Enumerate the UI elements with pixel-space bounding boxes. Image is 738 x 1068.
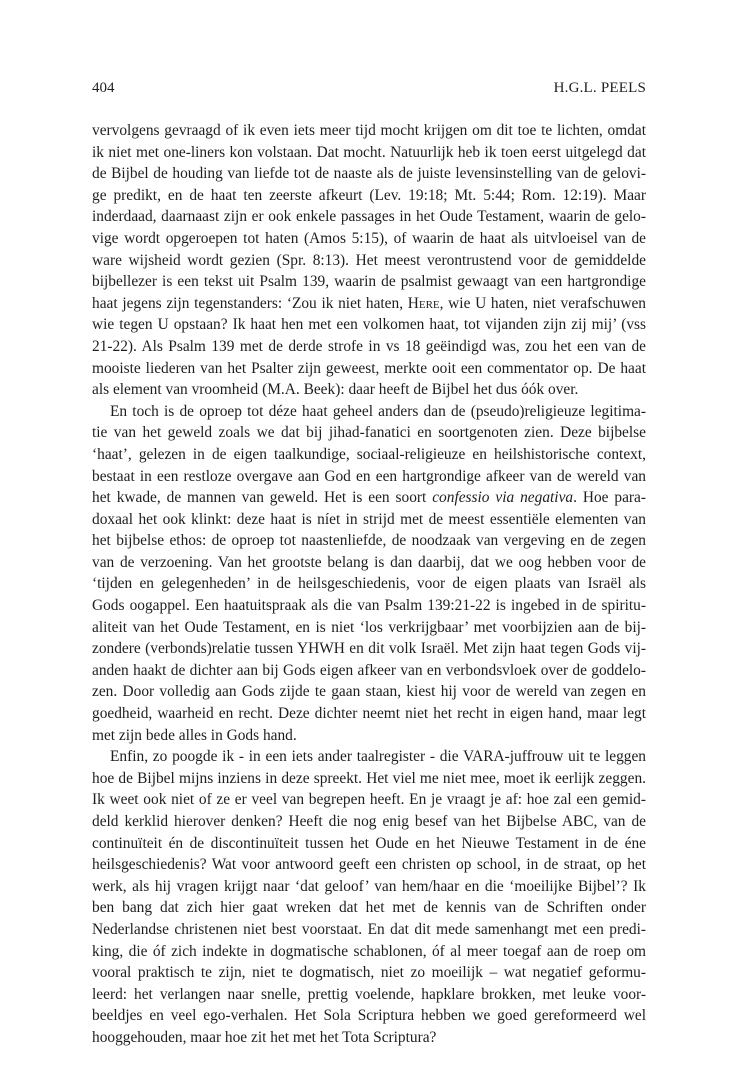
text-line: Enfin, zo poogde ik - in een iets ander taalregister - die VARA-juffrouw uit te leggen <box>110 748 646 766</box>
text-line: leerd: het verlangen naar snelle, prettig voelende, hapklare brokken, met leuke voor- <box>92 985 646 1003</box>
text-line: ik niet met one-liners kon volstaan. Dat mocht. Natuurlijk heb ik toen eerst uitgelegd dat <box>92 143 646 161</box>
text-line: heilsgeschiedenis? Wat voor antwoord geeft een christen op school, in de straat, op het <box>92 856 646 874</box>
text-line: vervolgens gevraagd of ik even iets meer tijd mocht krijgen om dit toe te lichten, omdat <box>92 122 646 139</box>
text-line: vige wordt opgeroepen tot haten (Amos 5:15), of waarin de haat als uitvloeisel van de <box>92 229 646 247</box>
text-line: Ik weet ook niet of ze er veel van begrepen heeft. En je vraagt je af: hoe zal een gemid- <box>92 791 646 809</box>
text-line: king, die óf zich indekte in dogmatische schablonen, óf al meer toegaf aan de roep om <box>92 942 646 960</box>
text-line: inderdaad, daarnaast zijn er ook enkele passages in het Oude Testament, waarin de gelo- <box>92 208 646 226</box>
text-line: continuïteit én de discontinuïteit tussen het Oude en het Nieuwe Testament in de éne <box>92 834 646 852</box>
text-segment: het kwade, de mannen van geweld. Het is een soort <box>92 489 433 507</box>
text-line: aliteit van het Oude Testament, en is niet ‘los verkrijgbaar’ met voorbijzien aan de bij- <box>92 618 646 636</box>
text-line: ben bang dat zich hier gaat wreken dat het met de kennis van de Schriften onder <box>92 899 646 917</box>
text-segment: haat jegens zijn tegenstanders: ‘Zou ik niet haten, <box>92 294 408 312</box>
paragraph-1 <box>92 120 646 401</box>
text-line: ‘haat’, gelezen in de eigen taalkundige, sociaal-religieuze en heilshistorische context, <box>92 445 646 463</box>
divine-name-small-caps: Here <box>407 294 440 312</box>
paragraph-2 <box>92 401 646 747</box>
page-header <box>92 80 646 100</box>
text-line: bestaat in een restloze overgave aan God en een hartgrondige afkeer van de wereld van <box>92 467 646 485</box>
text-line: tie van het geweld zoals we dat bij jihad-fanatici en soortgenoten zien. Deze bijbelse <box>92 424 646 442</box>
text-line: 21-22). Als Psalm 139 met de derde strofe in vs 18 geëindigd was, zou het een van de <box>92 337 646 355</box>
text-line: mooiste liederen van het Psalter zijn geweest, merkte ooit een commentator op. De haat <box>92 359 646 377</box>
text-line: Gods oogappel. Een haatuitspraak als die van Psalm 139:21-22 is ingebed in de spiritu- <box>92 597 646 615</box>
text-line: En toch is de oproep tot déze haat geheel anders dan de (pseudo)religieuze legitima- <box>110 402 646 420</box>
text-line: hoe de Bijbel mijns inziens in deze spreekt. Het viel me niet mee, moet ik eerlijk zeggen. <box>92 769 646 787</box>
text-line: wie tegen U opstaan? Ik haat hen met een volkomen haat, tot vijanden zijn zij mij’ (vss <box>92 316 646 334</box>
text-line: deld kerklid hierover denken? Heeft die nog enig besef van het Bijbelse ABC, van de <box>92 813 646 830</box>
text-line: Nederlandse christenen niet best voorstaat. En dat dit mede samenhangt met een predi- <box>92 920 646 938</box>
text-line: zen. Door volledig aan Gods zijde te gaan staan, kiest hij voor de wereld van zegen en <box>92 683 646 701</box>
text-line: van de verzoening. Van het grootste belang is dan daarbij, dat we oog hebben voor de <box>92 553 646 571</box>
text-line: ware wijsheid wordt gezien (Spr. 8:13). Het meest verontrustend voor de gemiddelde <box>92 251 646 269</box>
text-line: de Bijbel de houding van liefde tot de naaste als de juiste levensinstelling van de gelovi- <box>92 165 646 183</box>
text-line: met zijn bede alles in Gods hand. <box>92 726 297 744</box>
text-line <box>92 487 646 509</box>
page-number: 404 <box>92 80 115 96</box>
text-segment: , wie U haten, niet verafschuwen <box>439 294 646 312</box>
text-line: werk, als hij vragen krijgt naar ‘dat geloof’ van hem/haar en die ‘moeilijke Bijbel’? Ik <box>92 877 646 895</box>
paragraph-3 <box>92 746 646 1048</box>
text-line: ‘tijden en gelegenheden’ in de heilsgeschiedenis, voor de eigen plaats van Israël als <box>92 575 646 593</box>
text-line: als element van vroomheid (M.A. Beek): daar heeft de Bijbel het dus óók over. <box>92 381 579 399</box>
text-line: beeldjes en veel ego-verhalen. Het Sola Scriptura hebben we goed gereformeerd wel <box>92 1007 646 1025</box>
text-line: vooral praktisch te zijn, niet te dogmatisch, niet zo moeilijk – wat negatief geformu- <box>92 964 646 982</box>
text-line: goedheid, waarheid en recht. Deze dichter neemt niet het recht in eigen hand, maar legt <box>92 705 646 723</box>
running-head: H.G.L. PEELS <box>553 80 646 96</box>
latin-phrase: confessio via negativa <box>432 489 574 507</box>
text-line: hooggehouden, maar hoe zit het met het Tota Scriptura? <box>92 1028 437 1046</box>
text-line: het bijbelse ethos: de oproep tot naastenliefde, de noodzaak van vergeving en de zegen <box>92 532 646 550</box>
text-line: anden haakt de dichter aan bij Gods eigen afkeer van en verbondsvloek over de goddelo- <box>92 661 646 679</box>
text-line <box>92 293 646 315</box>
text-line: zondere (verbonds)relatie tussen YHWH en dit volk Israël. Met zijn haat tegen Gods vij- <box>92 640 646 658</box>
text-line: ge predikt, en de haat ten zeerste afkeurt (Lev. 19:18; Mt. 5:44; Rom. 12:19). Maar <box>92 186 646 204</box>
body-text <box>92 120 646 1049</box>
text-segment: . Hoe para- <box>573 489 647 507</box>
text-line: bijbellezer is een tekst uit Psalm 139, waarin de psalmist gewaagt van een hartgrondige <box>92 273 646 291</box>
text-line: doxaal het ook klinkt: deze haat is níet in strijd met de meest essentiële elementen van <box>92 510 646 528</box>
